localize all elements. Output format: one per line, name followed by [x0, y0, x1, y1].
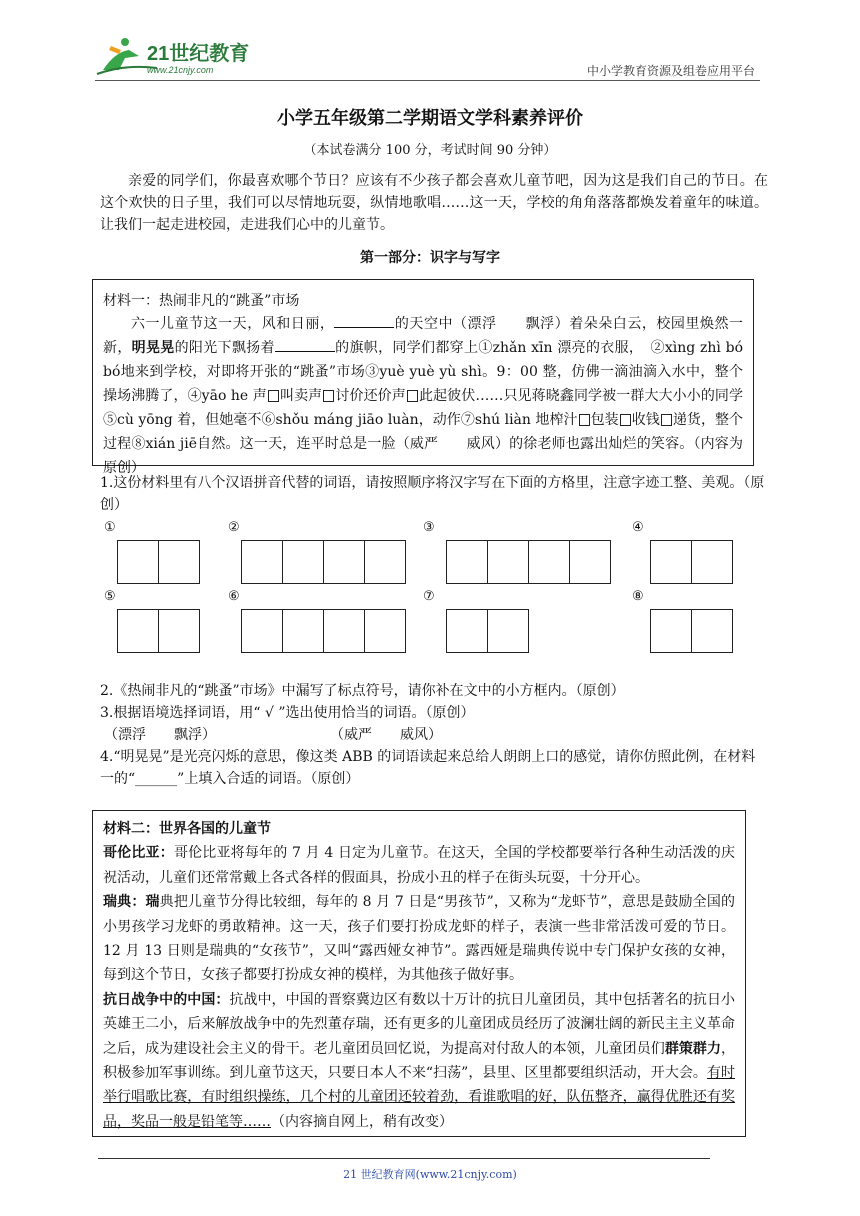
answer-grid[interactable]	[447, 540, 611, 584]
question-1: 1.这份材料里有八个汉语拼音代替的词语，请按照顺序将汉字写在下面的方格里，注意字迹工整、美观。（原创）	[100, 475, 765, 513]
site-logo	[95, 34, 275, 78]
china-paragraph: 抗日战争中的中国：抗战中，中国的晋察冀边区有数以十万计的抗日儿童团员，其中包括著名的抗日小英雄王二小，后来解放战争中的先烈董存瑞，还有更多的儿童团成员经历了波澜壮阔的新民主主义革命之后，成为建设社会主义的骨干。老儿童团员回忆说，为提高对付敌人的本领，儿童团员们群策群力，积极参加军事训练。到儿童节这天，只要日本人不来“扫荡”，县里、区里都要组织活动，开大会。有时举行唱歌比赛，有时组织操练，几个村的儿童团还较着劲，看谁歌唱的好，队伍整齐，赢得优胜还有奖品，奖品一般是铅笔等……（内容摘自网上，稍有改变）	[103, 991, 736, 1130]
answer-grid[interactable]	[447, 609, 529, 653]
underlined-sentence: 有时举行唱歌比赛，有时组织操练，几个村的儿童团还较着劲，看谁歌唱的好，队伍整齐，赢得优胜还有奖品，奖品一般是铅笔等……	[103, 1065, 736, 1130]
page-title: 小学五年级第二学期语文学科素养评价	[277, 108, 583, 129]
intro-paragraph: 亲爱的同学们，你最喜欢哪个节日？应该有不少孩子都会喜欢儿童节吧，因为这是我们自己的节日。在这个欢快的日子里，我们可以尽情地玩耍，纵情地歌唱……这一天，学校的角角落落都焕发着童年的味道。让我们一起走进校园，走进我们心中的儿童节。	[100, 173, 768, 233]
material-two-box	[92, 810, 746, 1137]
question-4: 4.“明晃晃”是光亮闪烁的意思，像这类 ABB 的词语读起来总给人朗朗上口的感觉，请你仿照此例，在材料一的“______”上填入合适的词语。（原创）	[100, 749, 756, 787]
answer-grid[interactable]	[242, 540, 406, 584]
punctuation-box[interactable]	[579, 414, 590, 426]
material-one-text: 六一儿童节这一天，风和日丽， 的天空中（漂浮 飘浮）着朵朵白云，校园里焕然一新，明晃晃的阳光下飘扬着 的旗帜，同学们都穿上①zhǎn xīn 漂亮的衣服， ②xìng zhì bó bó地来到学校，对即将开张的“跳蚤”市场③yuè yuè yù shì。9：00 整，仿佛一滴油滴入水中，整个操场沸腾了，④yāo he 声 叫卖声 讨价还价声 此起彼伏……只见蒋晓鑫同学被一群大大小小的同学⑤cù yōng 着，但她毫不⑥shǒu máng jiāo luàn，动作⑦shú liàn 地榨汁 包装 收钱 递货，整个过程⑧xián jiē自然。这一天，连平时总是一脸（威严 威风）的徐老师也露出灿烂的笑容。（内容为原创）	[103, 312, 743, 480]
answer-grid[interactable]	[118, 540, 200, 584]
header-divider	[95, 80, 760, 81]
punctuation-box[interactable]	[323, 390, 334, 402]
page-subtitle: （本试卷满分 100 分，考试时间 90 分钟）	[303, 143, 557, 158]
q3-option-1[interactable]: （漂浮 飘浮）	[104, 727, 216, 743]
grid-label: ⑦	[423, 589, 435, 604]
question-2: 2.《热闹非凡的“跳蚤”市场》中漏写了标点符号，请你补在文中的小方框内。（原创）	[100, 683, 625, 699]
grid-label: ③	[423, 520, 435, 535]
material-two-text	[103, 817, 735, 1134]
runner-logo-icon	[95, 34, 275, 78]
grid-label: ⑧	[632, 589, 644, 604]
footer-link[interactable]: 21 世纪教育网(www.21cnjy.com)	[343, 1168, 517, 1181]
svg-text:21世纪教育: 21世纪教育	[147, 43, 250, 65]
grid-label: ⑤	[104, 589, 116, 604]
punctuation-box[interactable]	[407, 390, 418, 402]
fill-blank[interactable]	[334, 313, 394, 328]
colombia-paragraph: 哥伦比亚：哥伦比亚将每年的 7 月 4 日定为儿童节。在这天，全国的学校都要举行各种生动活泼的庆祝活动，儿童们还常常戴上各式各样的假面具，扮成小丑的样子在街头玩耍，十分开心。	[103, 845, 735, 886]
grid-label: ①	[104, 520, 116, 535]
svg-text:www.21cnjy.com: www.21cnjy.com	[147, 65, 214, 75]
grid-label: ⑥	[228, 589, 240, 604]
punctuation-box[interactable]	[661, 414, 672, 426]
grid-label: ②	[228, 520, 240, 535]
answer-grid[interactable]	[242, 609, 406, 653]
question-3: 3.根据语境选择词语，用“ √ ”选出使用恰当的词语。（原创）	[100, 705, 475, 721]
material-one-title: 材料一：热闹非凡的“跳蚤”市场	[103, 293, 300, 309]
fill-blank[interactable]	[275, 337, 335, 352]
sweden-paragraph: 瑞典：瑞典把儿童节分得比较细，每年的 8 月 7 日是“男孩节”，又称为“龙虾节”，意思是鼓励全国的小男孩学习龙虾的勇敢精神。这一天，孩子们要打扮成龙虾的样子，表演一些非常活泼可爱的节日。12 月 13 日则是瑞典的“女孩节”，又叫“露西娅女神节”。露西娅是瑞典传说中专门保护女孩的女神，每到这个节日，女孩子都要打扮成女神的模样，为其他孩子做好事。	[103, 894, 736, 984]
grid-label: ④	[632, 520, 644, 535]
answer-grid[interactable]	[118, 609, 200, 653]
platform-name: 中小学教育资源及组卷应用平台	[586, 64, 755, 78]
answer-grid[interactable]	[651, 609, 733, 653]
q3-option-2[interactable]: （威严 威风）	[330, 727, 442, 743]
answer-grid[interactable]	[651, 540, 733, 584]
material-two-title: 材料二：世界各国的儿童节	[103, 821, 271, 837]
punctuation-box[interactable]	[620, 414, 631, 426]
section-heading: 第一部分：识字与写字	[360, 250, 500, 266]
footer-divider	[98, 1158, 710, 1159]
punctuation-box[interactable]	[268, 390, 279, 402]
material-one-box	[92, 279, 754, 476]
